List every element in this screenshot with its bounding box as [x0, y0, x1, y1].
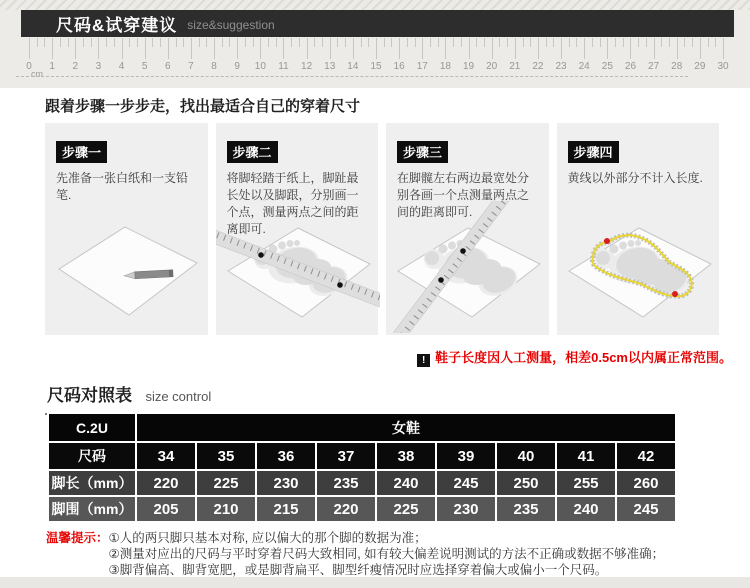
- ruler-number: 4: [118, 61, 125, 72]
- ruler-tick-minor: [361, 38, 362, 47]
- ruler-tick-major: [75, 38, 76, 59]
- value-cell: 38: [376, 442, 436, 470]
- ruler-tick-minor: [91, 38, 92, 47]
- ruler-tick-major: [492, 38, 493, 59]
- exclamation-icon: !: [417, 354, 430, 367]
- value-cell: 40: [496, 442, 556, 470]
- ruler-tick-minor: [692, 38, 693, 47]
- size-chart-table: [47, 412, 677, 523]
- ruler-number: 15: [370, 61, 382, 72]
- ruler-tick-major: [283, 38, 284, 59]
- ruler-tick-minor: [222, 38, 223, 47]
- value-cell: 235: [496, 496, 556, 522]
- value-cell: 260: [616, 470, 676, 496]
- value-cell: 240: [376, 470, 436, 496]
- ruler-tick-minor: [229, 38, 230, 47]
- value-cell: 35: [196, 442, 256, 470]
- tip-item-1: ①人的两只脚只基本对称, 应以偏大的那个脚的数据为准；: [108, 531, 427, 545]
- ruler-tick-major: [630, 38, 631, 59]
- ruler-tick-minor: [129, 38, 130, 47]
- step-4-box: [557, 123, 720, 335]
- ruler-tick-minor: [407, 38, 408, 47]
- step-3-box: [386, 123, 549, 335]
- measure-warning-text: 鞋子长度因人工测量，相差0.5cm以内属正常范围。: [435, 350, 732, 365]
- ruler-tick-minor: [291, 38, 292, 47]
- ruler-number: 13: [324, 61, 336, 72]
- ruler-tick-major: [538, 38, 539, 59]
- ruler-number: 23: [555, 61, 567, 72]
- value-cell: 42: [616, 442, 676, 470]
- ruler-tick-minor: [476, 38, 477, 47]
- tip-item-3: ③脚背偏高、脚背宽肥，或是脚背扁平、脚型纤瘦情况时应选择穿着偏大或偏小一个尺码。: [108, 563, 608, 577]
- ruler-tick-major: [191, 38, 192, 59]
- value-cell: 220: [316, 496, 376, 522]
- ruler-tick-major: [237, 38, 238, 59]
- step-2-badge: 步骤二: [227, 141, 278, 163]
- value-cell: 255: [556, 470, 616, 496]
- ruler-tick-minor: [384, 38, 385, 47]
- ruler-tick-major: [168, 38, 169, 59]
- ruler-tick-major: [399, 38, 400, 59]
- ruler-number: 6: [165, 61, 171, 72]
- value-cell: 240: [556, 496, 616, 522]
- ruler-tick-minor: [183, 38, 184, 47]
- top-texture-stripe: [0, 0, 750, 10]
- ruler-number: 7: [188, 61, 194, 72]
- ruler-tick-minor: [276, 38, 277, 47]
- row-label-cell: 尺码: [48, 442, 136, 470]
- step-3-text: 在脚髋左右两边最宽处分别各画一个点测量两点之间的距离即可.: [397, 171, 530, 219]
- ruler-tick-minor: [646, 38, 647, 47]
- value-cell: 215: [256, 496, 316, 522]
- ruler-tick-major: [52, 38, 53, 59]
- bottom-strip: [0, 577, 750, 588]
- cm-ruler: [26, 38, 729, 78]
- step-2-box: [216, 123, 379, 335]
- ruler-tick-major: [353, 38, 354, 59]
- ruler-tick-minor: [268, 38, 269, 47]
- ruler-tick-major: [723, 38, 724, 59]
- ruler-tick-minor: [137, 38, 138, 47]
- ruler-number: 8: [211, 61, 217, 72]
- ruler-tick-minor: [314, 38, 315, 47]
- value-cell: 37: [316, 442, 376, 470]
- ruler-dashed-line: [16, 76, 688, 77]
- value-cell: 250: [496, 470, 556, 496]
- ruler-number: 16: [393, 61, 405, 72]
- ruler-tick-minor: [507, 38, 508, 47]
- row-label-cell: 脚长（mm）: [48, 470, 136, 496]
- ruler-tick-minor: [368, 38, 369, 47]
- ruler-tick-minor: [499, 38, 500, 47]
- paper-and-pencil-illustration: [45, 201, 209, 333]
- ruler-tick-major: [561, 38, 562, 59]
- ruler-number: 14: [347, 61, 359, 72]
- ruler-tick-minor: [623, 38, 624, 47]
- ruler-tick-minor: [176, 38, 177, 47]
- ruler-tick-major: [654, 38, 655, 59]
- ruler-tick-minor: [152, 38, 153, 47]
- value-cell: 225: [376, 496, 436, 522]
- ruler-number: 22: [532, 61, 544, 72]
- step-4-text: 黄线以外部分不计入长度.: [567, 171, 703, 185]
- ruler-tick-minor: [453, 38, 454, 47]
- ruler-tick-minor: [530, 38, 531, 47]
- ruler-number: 28: [671, 61, 683, 72]
- ruler-tick-minor: [638, 38, 639, 47]
- steps-heading: 跟着步骤一步步走，找出最适合自己的穿着尺寸: [45, 98, 361, 115]
- ruler-number: 26: [624, 61, 637, 72]
- ruler-tick-minor: [44, 38, 45, 47]
- ruler-tick-minor: [669, 38, 670, 47]
- value-cell: 210: [196, 496, 256, 522]
- table-row-brand: [48, 413, 676, 442]
- value-cell: 245: [616, 496, 676, 522]
- ruler-tick-major: [607, 38, 608, 59]
- ruler-tick-minor: [661, 38, 662, 47]
- ruler-tick-minor: [37, 38, 38, 47]
- step-3-badge: 步骤三: [397, 141, 448, 163]
- ruler-tick-minor: [546, 38, 547, 47]
- value-cell: 39: [436, 442, 496, 470]
- ruler-tick-major: [515, 38, 516, 59]
- ruler-tick-minor: [415, 38, 416, 47]
- ruler-tick-major: [330, 38, 331, 59]
- brand-cell: C.2U: [48, 413, 136, 442]
- row-label-cell: 脚围（mm）: [48, 496, 136, 522]
- value-cell: 225: [196, 470, 256, 496]
- step-1-box: [45, 123, 208, 335]
- ruler-number: 11: [278, 61, 289, 72]
- ruler-tick-minor: [484, 38, 485, 47]
- ruler-number: 19: [462, 61, 475, 72]
- ruler-tick-major: [214, 38, 215, 59]
- value-cell: 41: [556, 442, 616, 470]
- ruler-tick-major: [584, 38, 585, 59]
- ruler-tick-major: [98, 38, 99, 59]
- ruler-number: 29: [694, 61, 706, 72]
- ruler-tick-minor: [592, 38, 593, 47]
- tips-items: [109, 530, 665, 578]
- section-title: 尺码&试穿建议: [56, 16, 178, 35]
- ruler-tick-major: [700, 38, 701, 59]
- ruler-number: 0: [26, 61, 32, 72]
- section-subtitle: size&suggestion: [187, 18, 275, 32]
- ruler-number: 20: [486, 61, 498, 72]
- value-cell: 36: [256, 442, 316, 470]
- ruler-tick-minor: [461, 38, 462, 47]
- value-cell: 235: [316, 470, 376, 496]
- ruler-tick-minor: [253, 38, 254, 47]
- ruler-tick-minor: [345, 38, 346, 47]
- ruler-number: 3: [95, 61, 102, 72]
- value-cell: 34: [136, 442, 196, 470]
- ruler-tick-minor: [322, 38, 323, 47]
- ruler-tick-minor: [83, 38, 84, 47]
- size-table-subtitle: size control: [145, 389, 212, 404]
- foot-yellow-outline-illustration: [557, 201, 721, 333]
- ruler-number: 21: [509, 61, 521, 72]
- size-table-heading: [45, 381, 223, 415]
- ruler-tick-minor: [106, 38, 107, 47]
- ruler-tick-minor: [337, 38, 338, 47]
- ruler-tick-minor: [715, 38, 716, 47]
- category-cell: 女鞋: [136, 413, 676, 442]
- ruler-tick-minor: [553, 38, 554, 47]
- ruler-tick-minor: [160, 38, 161, 47]
- steps-row: [45, 123, 719, 335]
- ruler-tick-minor: [523, 38, 524, 47]
- step-1-badge: 步骤一: [56, 141, 107, 163]
- ruler-number: 10: [254, 61, 266, 72]
- ruler-tick-minor: [391, 38, 392, 47]
- ruler-tick-major: [376, 38, 377, 59]
- ruler-tick-minor: [299, 38, 300, 47]
- foot-length-measure-illustration: [216, 201, 380, 333]
- ruler-tick-major: [445, 38, 446, 59]
- tips-block: [46, 530, 664, 578]
- ruler-tick-minor: [600, 38, 601, 47]
- foot-width-measure-illustration: [386, 201, 550, 333]
- table-row: [48, 470, 676, 496]
- ruler-tick-major: [677, 38, 678, 59]
- ruler-number: 5: [141, 61, 148, 72]
- ruler-tick-minor: [114, 38, 115, 47]
- ruler-tick-minor: [68, 38, 69, 47]
- ruler-tick-minor: [60, 38, 61, 47]
- step-1-text: 先准备一张白纸和一支铅笔.: [56, 171, 189, 202]
- section-title-bar: [21, 10, 734, 37]
- ruler-number: 12: [301, 61, 313, 72]
- ruler-number: 2: [72, 61, 79, 72]
- ruler-number: 17: [416, 61, 428, 72]
- ruler-tick-minor: [569, 38, 570, 47]
- step-2-text: 将脚轻踏于纸上，脚趾最长处以及脚跟，分别画一个点，测量两点之间的距离即可.: [226, 171, 359, 236]
- ruler-number: 30: [717, 61, 729, 72]
- value-cell: 230: [256, 470, 316, 496]
- ruler-tick-major: [422, 38, 423, 59]
- value-cell: 230: [436, 496, 496, 522]
- ruler-tick-major: [145, 38, 146, 59]
- ruler-tick-major: [29, 38, 30, 59]
- size-table-title: 尺码对照表: [47, 386, 132, 405]
- step-4-badge: 步骤四: [568, 141, 619, 163]
- ruler-number: 9: [234, 61, 240, 72]
- ruler-tick-minor: [684, 38, 685, 47]
- ruler-unit-label: cm: [31, 69, 43, 79]
- tip-item-2: ②测量对应出的尺码与平时穿着尺码大致相同, 如有较大偏差说明测试的方法不正确或数据不够准确；: [108, 547, 665, 561]
- tips-label: 温馨提示：: [46, 531, 109, 545]
- ruler-tick-minor: [206, 38, 207, 47]
- ruler-tick-minor: [199, 38, 200, 47]
- ruler-tick-minor: [245, 38, 246, 47]
- ruler-tick-minor: [438, 38, 439, 47]
- ruler-tick-major: [469, 38, 470, 59]
- table-row: [48, 496, 676, 522]
- ruler-tick-minor: [708, 38, 709, 47]
- ruler-number: 24: [578, 61, 590, 72]
- ruler-tick-minor: [430, 38, 431, 47]
- ruler-tick-major: [260, 38, 261, 59]
- ruler-tick-major: [122, 38, 123, 59]
- measure-warning: [417, 347, 732, 367]
- value-cell: 205: [136, 496, 196, 522]
- ruler-number: 18: [439, 61, 451, 72]
- value-cell: 220: [136, 470, 196, 496]
- ruler-number: 25: [601, 61, 613, 72]
- table-row: [48, 442, 676, 470]
- value-cell: 245: [436, 470, 496, 496]
- ruler-number: 27: [648, 61, 660, 72]
- ruler-tick-minor: [576, 38, 577, 47]
- ruler-number: 1: [49, 61, 55, 72]
- ruler-tick-major: [307, 38, 308, 59]
- ruler-tick-minor: [615, 38, 616, 47]
